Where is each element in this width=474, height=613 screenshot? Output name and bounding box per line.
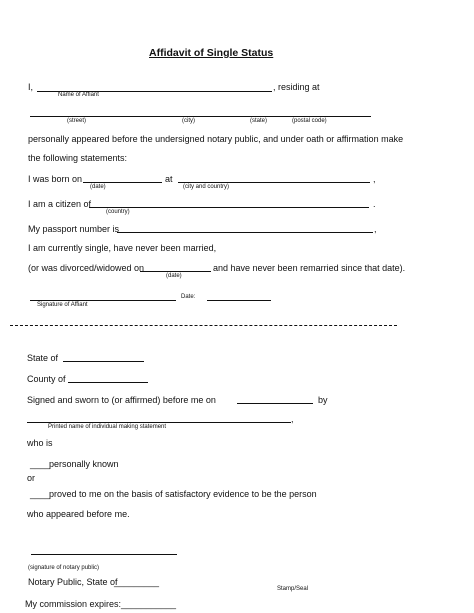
notary-state-field[interactable]: [63, 361, 144, 362]
notary-signature-caption: (signature of notary public): [28, 565, 100, 571]
birth-place-caption: (city and country): [183, 184, 230, 190]
citizen-period: .: [373, 199, 376, 209]
printed-name-comma: ,: [291, 414, 294, 424]
born-comma: ,: [373, 174, 376, 184]
birth-date-caption: (date): [90, 184, 106, 190]
county-field[interactable]: [68, 382, 148, 383]
notary-signature-field[interactable]: [31, 554, 177, 555]
birth-place-field[interactable]: [178, 182, 370, 183]
passport-label: My passport number is: [28, 224, 120, 234]
appeared-before-me-label: who appeared before me.: [27, 509, 130, 519]
street-caption: (street): [67, 118, 87, 124]
state-caption: (state): [250, 118, 268, 124]
residing-at-label: , residing at: [273, 82, 320, 92]
state-label: State of: [27, 353, 59, 363]
known-checkbox-blank[interactable]: ____: [30, 459, 51, 469]
affiant-name-caption: Name of Affiant: [58, 92, 99, 98]
born-at-label: at: [165, 174, 173, 184]
following-statement: the following statements:: [28, 153, 128, 163]
postal-caption: (postal code): [292, 118, 327, 124]
address-field[interactable]: [30, 116, 371, 117]
county-label: County of: [27, 374, 66, 384]
passport-number-field[interactable]: [117, 232, 373, 233]
divorce-date-field[interactable]: [140, 271, 211, 272]
signature-date-field[interactable]: [207, 300, 271, 301]
divorce-date-caption: (date): [166, 273, 182, 279]
proved-label: proved to me on the basis of satisfactory evidence to be the person: [49, 489, 317, 499]
stamp-seal-label: Stamp/Seal: [277, 586, 309, 592]
sworn-label: Signed and sworn to (or affirmed) before me on: [27, 395, 216, 405]
birth-date-field[interactable]: [83, 182, 162, 183]
divorced-suffix: and have never been remarried since that date).: [213, 263, 406, 273]
country-caption: (country): [106, 209, 130, 215]
or-label: or: [27, 473, 36, 483]
personally-known-label: personally known: [49, 459, 119, 469]
commission-label: My commission expires:: [25, 599, 122, 609]
sworn-date-field[interactable]: [237, 403, 313, 404]
notary-public-state-blank[interactable]: _________: [114, 577, 160, 587]
commission-expires-blank[interactable]: ___________: [121, 599, 177, 609]
signature-caption: Signature of Affiant: [37, 302, 88, 308]
citizenship-field[interactable]: [89, 207, 369, 208]
appeared-statement: personally appeared before the undersigned notary public, and under oath or affirmation make: [28, 134, 404, 144]
affiant-prefix: I,: [28, 82, 34, 92]
single-statement: I am currently single, have never been married,: [28, 243, 217, 253]
printed-name-field[interactable]: [27, 422, 291, 423]
sworn-by-label: by: [318, 395, 328, 405]
printed-name-caption: Printed name of individual making statement: [48, 424, 167, 430]
page-title: Affidavit of Single Status: [149, 47, 274, 59]
city-caption: (city): [182, 118, 195, 124]
citizen-label: I am a citizen of: [28, 199, 92, 209]
notary-public-state-label: Notary Public, State of: [28, 577, 118, 587]
passport-comma: ,: [374, 224, 377, 234]
date-label: Date:: [181, 294, 196, 300]
proved-checkbox-blank[interactable]: ____: [30, 489, 51, 499]
affiant-signature-field[interactable]: [30, 300, 176, 301]
born-label: I was born on: [28, 174, 83, 184]
divorced-label: (or was divorced/widowed on: [28, 263, 145, 273]
section-divider: [10, 325, 397, 326]
who-is-label: who is: [27, 438, 53, 448]
